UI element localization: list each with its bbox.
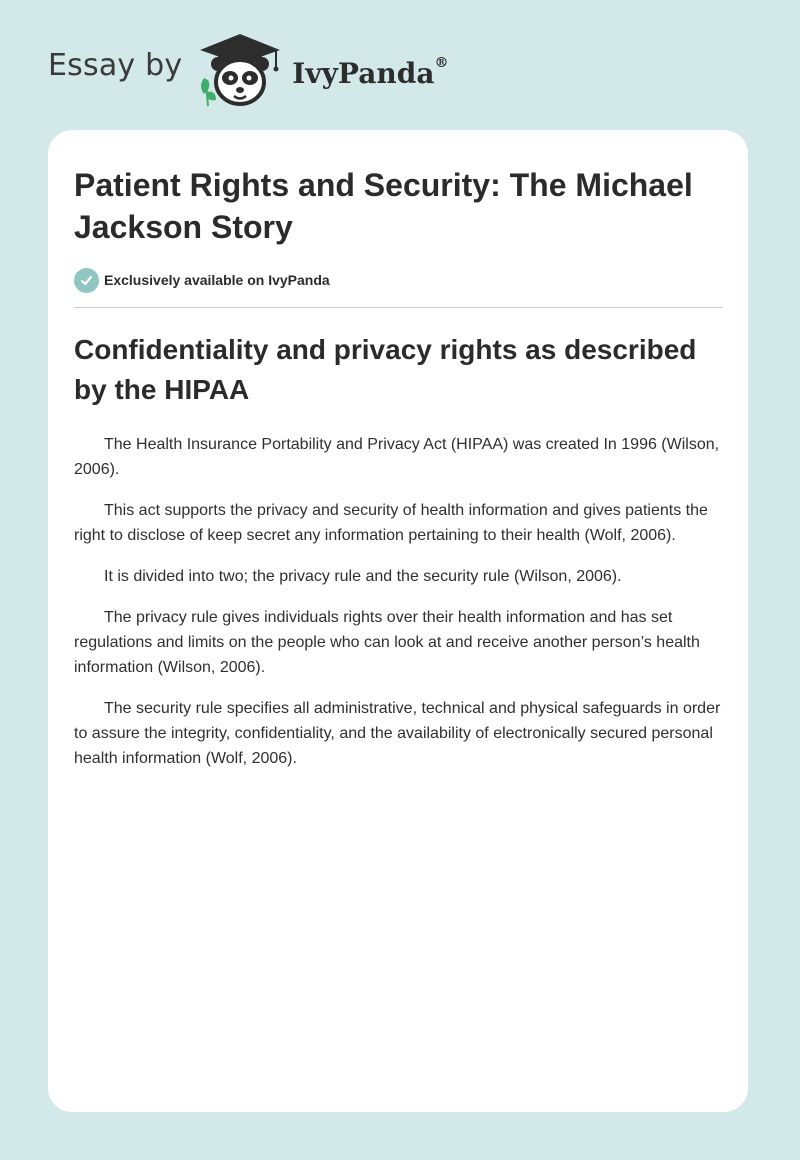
essay-card (48, 130, 748, 1112)
paragraph: This act supports the privacy and security of health information and gives patients the right to disclose of keep secret any information pertaining to their health (Wolf, 2006). (74, 502, 708, 544)
brand-label: IvyPanda (292, 56, 435, 90)
site-header (48, 30, 448, 110)
paragraph: The privacy rule gives individuals rights over their health information and has set regulations and limits on the people who can look at and receive another person’s health information (Wilson, 2006). (74, 609, 700, 676)
registered-mark: ® (434, 54, 449, 71)
essay-body (74, 432, 722, 771)
exclusive-badge (74, 267, 722, 293)
essay-by-label: Essay by (48, 47, 183, 83)
panda-graduate-logo-icon[interactable] (194, 30, 286, 110)
exclusive-label: Exclusively available on IvyPanda (104, 272, 330, 288)
page-title: Patient Rights and Security: The Michael Jackson Story (74, 167, 693, 245)
paragraph: The Health Insurance Portability and Privacy Act (HIPAA) was created In 1996 (Wilson, 2006). (74, 436, 720, 478)
paragraph: The security rule specifies all administrative, technical and physical safeguards in order to assure the integrity, confidentiality, and the availability of electronically secured personal health information (Wolf, 2006). (74, 700, 721, 767)
divider (74, 307, 723, 308)
check-circle-icon (74, 268, 99, 293)
paragraph: It is divided into two; the privacy rule and the security rule (Wilson, 2006). (104, 568, 622, 585)
section-heading: Confidentiality and privacy rights as described by the HIPAA (74, 334, 697, 405)
brand-name[interactable] (292, 54, 449, 90)
